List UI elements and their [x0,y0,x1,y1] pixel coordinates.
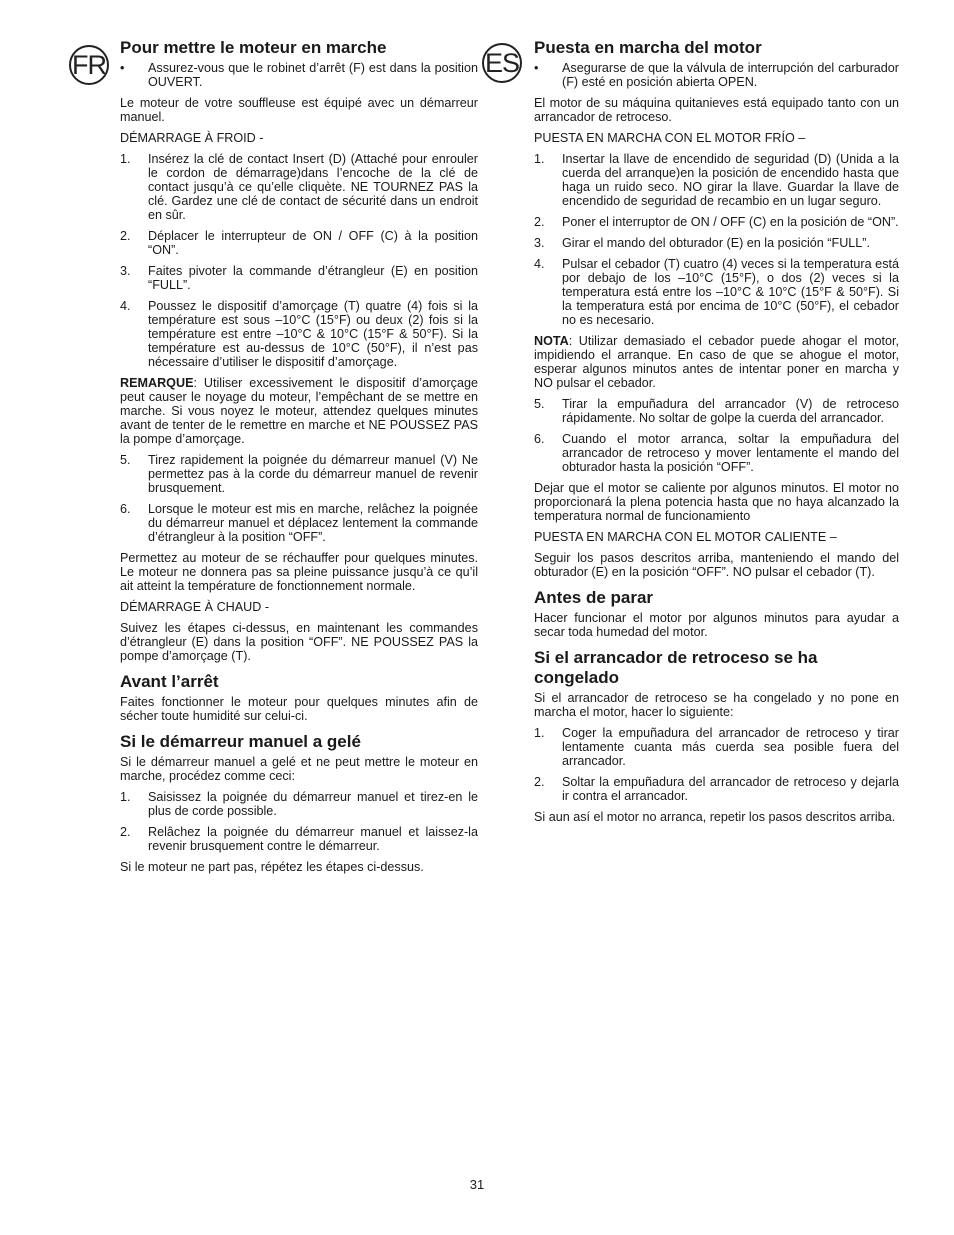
remark-text: : Utiliser excessivement le dispositif d’amorçage peut causer le noyage du moteur, l’empêchant de se mettre en marche. Si vous noyez le moteur, attendez quelques minutes avant de tenter de le remettre en marche et NE POUSSEZ PAS la pompe d’amorçage. [120,376,478,446]
step-list [120,453,478,544]
list-text: Soltar la empuñadura del arrancador de retroceso y dejarla ir contra el arrancador. [562,775,899,803]
list-item [120,453,478,495]
list-number: 3. [534,236,545,250]
list-item [534,236,899,250]
note-label: NOTA [534,334,569,348]
paragraph: Si el arrancador de retroceso se ha congelado y no pone en marcha el motor, hacer lo siguiente: [534,691,899,719]
subheading-label: PUESTA EN MARCHA CON EL MOTOR CALIENTE – [534,530,837,544]
list-text: Déplacer le interrupteur de ON / OFF (C) à la position “ON”. [148,229,478,257]
list-text: Relâchez la poignée du démarreur manuel et laissez-la revenir brusquement contre le démarreur. [148,825,478,853]
list-item [120,152,478,222]
list-item [534,775,899,803]
subheading-label: DÉMARRAGE À CHAUD - [120,600,270,614]
paragraph: Faites fonctionner le moteur pour quelques minutes afin de sécher toute humidité sur celui-ci. [120,695,478,723]
list-text: Lorsque le moteur est mis en marche, relâchez la poignée du démarreur manuel et déplacez lentement la commande d’étrangleur à la position “OFF”. [148,502,478,544]
list-number: 1. [120,152,131,166]
language-badge-fr: FR [69,45,109,85]
list-text: Poussez le dispositif d’amorçage (T) quatre (4) fois si la température est sous –10°C (15°F) ou deux (2) fois si la température est entre –10°C & 10°C (15°F & 50°F). Si la température est au-dessus de 10°C (50°F), il n’est pas nécessaire d’utiliser le dispositif d’amorçage. [148,299,478,369]
column-french [120,38,478,881]
remark-paragraph [120,376,478,446]
paragraph: Suivez les étapes ci-dessus, en maintenant les commandes d’étrangleur (E) dans la position “OFF”. NE POUSSEZ PAS la pompe d’amorçage (T). [120,621,478,663]
bullet-item [534,61,899,89]
bullet-text: Asegurarse de que la válvula de interrupción del carburador (F) esté en posición abierta OPEN. [562,61,899,89]
bullet-item [120,61,478,89]
subheading-label: DÉMARRAGE À FROID - [120,131,264,145]
paragraph: Dejar que el motor se caliente por algunos minutos. El motor no proporcionará la plena potencia hasta que no haya alcanzado la temperatura normal de funcionamiento [534,481,899,523]
list-number: 5. [534,397,545,411]
list-text: Tirez rapidement la poignée du démarreur manuel (V) Ne permettez pas à la corde du démarreur manuel de revenir brusquement. [148,453,478,495]
list-text: Tirar la empuñadura del arrancador (V) de retroceso rápidamente. No soltar de golpe la cuerda del arrancador. [562,397,899,425]
paragraph: Si le moteur ne part pas, répétez les étapes ci-dessus. [120,860,424,874]
list-item [534,152,899,208]
list-text: Girar el mando del obturador (E) en la posición “FULL”. [562,236,870,250]
list-number: 1. [534,726,545,740]
list-number: 1. [534,152,545,166]
list-number: 2. [120,229,131,243]
page-number: 31 [469,1177,485,1192]
bullet-mark: • [120,61,125,75]
list-item [534,257,899,327]
bullet-text: Assurez-vous que le robinet d’arrêt (F) est dans la position OUVERT. [148,61,478,89]
section-heading: Avant l’arrêt [120,672,219,691]
paragraph: Si le démarreur manuel a gelé et ne peut mettre le moteur en marche, procédez comme ceci: [120,755,478,783]
subheading-label: PUESTA EN MARCHA CON EL MOTOR FRÍO – [534,131,806,145]
column-spanish [534,38,899,831]
list-text: Coger la empuñadura del arrancador de retroceso y tirar lentamente cuanta más cuerda sea posible fuera del arrancador. [562,726,899,768]
language-badge-es: ES [482,43,522,83]
list-number: 4. [534,257,545,271]
list-number: 2. [534,215,545,229]
paragraph: El motor de su máquina quitanieves está equipado tanto con un arrancador de retroceso. [534,96,899,124]
list-item [120,229,478,257]
step-list [120,790,478,853]
list-item [120,299,478,369]
list-item [120,790,478,818]
list-number: 3. [120,264,131,278]
list-number: 6. [534,432,545,446]
list-number: 2. [534,775,545,789]
list-item [120,264,478,292]
step-list [120,152,478,369]
paragraph: Le moteur de votre souffleuse est équipé avec un démarreur manuel. [120,96,478,124]
remark-label: REMARQUE [120,376,194,390]
list-item [534,432,899,474]
section-heading: Si el arrancador de retroceso se ha congelado [534,648,818,687]
paragraph: Permettez au moteur de se réchauffer pour quelques minutes. Le moteur ne donnera pas sa pleine puissance jusqu’à ce qu’il ait atteint la température de fonctionnement normale. [120,551,478,593]
bullet-mark: • [534,61,539,75]
list-number: 2. [120,825,131,839]
list-text: Insertar la llave de encendido de seguridad (D) (Unida a la cuerda del arranque)en la posición de encendido hasta que haga un ruido seco. NO girar la llave. Guardar la llave de encendido de seguridad de recambio en un lugar seguro. [562,152,899,208]
paragraph: Si aun así el motor no arranca, repetir los pasos descritos arriba. [534,810,896,824]
list-text: Cuando el motor arranca, soltar la empuñadura del arrancador de retroceso y mover lentamente el mando del obturador hasta la posición “OFF”. [562,432,899,474]
paragraph: Seguir los pasos descritos arriba, manteniendo el mando del obturador (E) en la posición “OFF”. NO pulsar el cebador (T). [534,551,899,579]
section-heading: Antes de parar [534,588,654,607]
list-item [120,825,478,853]
list-text: Saisissez la poignée du démarreur manuel et tirez-en le plus de corde possible. [148,790,478,818]
note-text: : Utilizar demasiado el cebador puede ahogar el motor, impidiendo el arranque. En caso de que se ahogue el motor, esperar algunos minutos antes de intentar poner en marcha y NO pulsar el cebador. [534,334,899,390]
list-number: 4. [120,299,131,313]
list-number: 6. [120,502,131,516]
list-item [534,726,899,768]
list-item [534,215,899,229]
note-paragraph [534,334,899,390]
step-list [534,726,899,803]
list-text: Pulsar el cebador (T) cuatro (4) veces si la temperatura está por debajo de los –10°C (15°F), o dos (2) veces si la temperatura está entre los –10°C & 10°C (15°F & 50°F). Si la temperatura está por encima de 10°C (50°F), el cebador no es necesario. [562,257,899,327]
section-heading: Si le démarreur manuel a gelé [120,732,361,751]
list-text: Poner el interruptor de ON / OFF (C) en la posición de “ON”. [562,215,899,229]
section-heading: Pour mettre le moteur en marche [120,38,387,57]
list-item [534,397,899,425]
step-list [534,397,899,474]
section-heading: Puesta en marcha del motor [534,38,762,57]
step-list [534,152,899,327]
list-number: 1. [120,790,131,804]
paragraph: Hacer funcionar el motor por algunos minutos para ayudar a secar toda humedad del motor. [534,611,899,639]
list-number: 5. [120,453,131,467]
list-text: Faites pivoter la commande d’étrangleur (E) en position “FULL”. [148,264,478,292]
list-text: Insérez la clé de contact Insert (D) (Attaché pour enrouler le cordon de démarrage)dans l’encoche de la clé de contact jusqu’à ce qu’elle cliquète. NE TOURNEZ PAS la clé. Gardez une clé de contact de sécurité dans un endroit en sûr. [148,152,478,222]
list-item [120,502,478,544]
